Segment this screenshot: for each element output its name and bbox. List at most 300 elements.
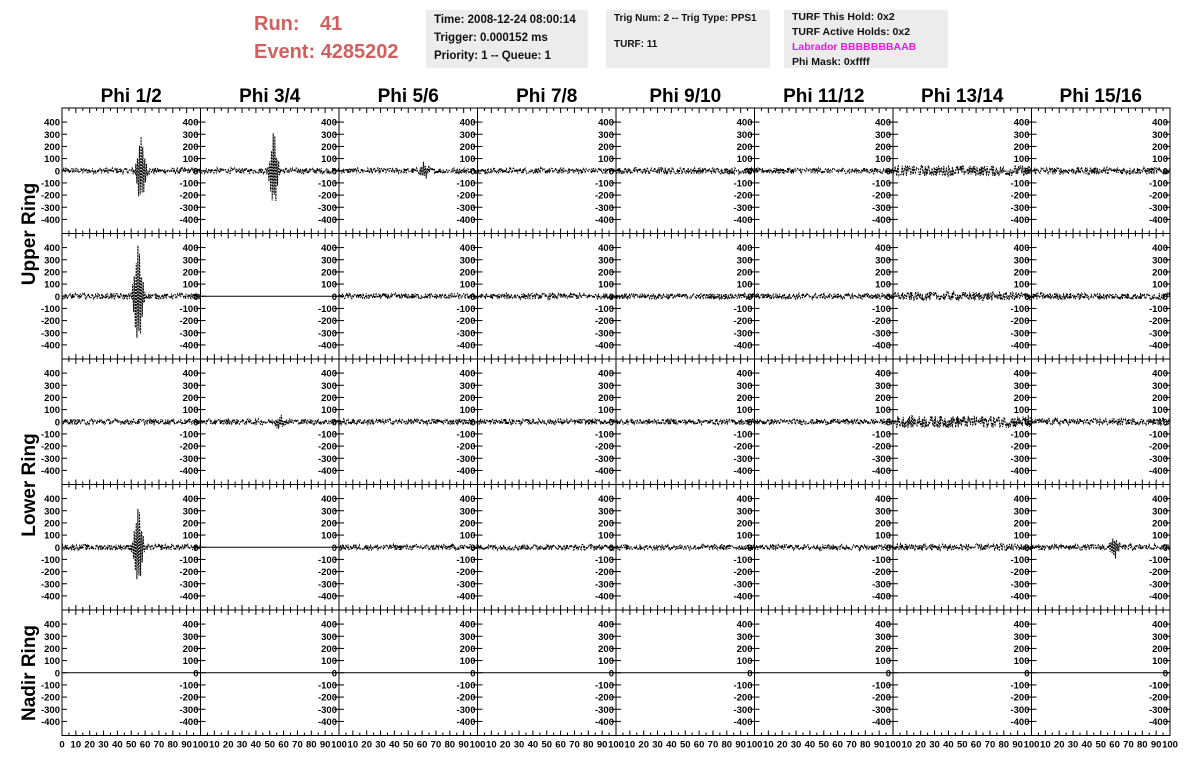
- x-tick-label: 50: [818, 739, 830, 751]
- y-tick-label: 300: [875, 380, 891, 392]
- y-tick-label: 300: [44, 506, 60, 518]
- panel-4-3: [478, 610, 617, 736]
- y-tick-label: -300: [594, 579, 614, 591]
- x-tick-label: 40: [943, 739, 954, 751]
- y-tick-label: 0: [331, 166, 337, 178]
- panel-4-7: [1032, 610, 1171, 736]
- waveform-trace: [616, 544, 755, 550]
- panel-2-6: [893, 359, 1032, 485]
- y-tick-label: 100: [459, 530, 476, 542]
- x-tick-label: 90: [1012, 739, 1023, 751]
- y-tick-label: 400: [1013, 243, 1030, 255]
- y-tick-label: 100: [598, 279, 614, 291]
- x-tick-label: 40: [527, 739, 539, 751]
- y-tick-label: -400: [1010, 591, 1030, 603]
- y-tick-label: -200: [1010, 567, 1030, 579]
- x-tick-label: 100: [192, 739, 209, 751]
- x-tick-label: 100: [608, 739, 624, 751]
- waveform-trace: [339, 419, 478, 425]
- y-tick-label: 0: [331, 542, 337, 554]
- y-tick-label: 300: [321, 129, 337, 141]
- y-tick-label: -100: [733, 178, 753, 190]
- y-tick-label: -100: [594, 303, 614, 315]
- y-tick-label: 300: [1152, 631, 1168, 643]
- y-tick-label: 400: [1013, 619, 1030, 631]
- waveform-trace: [478, 168, 617, 174]
- y-tick-label: -100: [733, 554, 753, 566]
- y-tick-label: 300: [459, 380, 476, 392]
- panel-3-6: [893, 485, 1032, 611]
- x-tick-label: 60: [1109, 739, 1120, 751]
- y-tick-label: 200: [321, 518, 337, 530]
- y-tick-label: 400: [598, 243, 614, 255]
- y-tick-label: 200: [459, 267, 476, 279]
- y-tick-label: 400: [459, 494, 476, 506]
- y-tick-label: 200: [321, 267, 337, 279]
- y-tick-label: -200: [594, 692, 614, 704]
- y-tick-label: -300: [871, 704, 891, 716]
- y-tick-label: -300: [1148, 579, 1168, 591]
- y-tick-label: -200: [733, 190, 753, 202]
- y-tick-label: -300: [1010, 202, 1030, 214]
- y-tick-label: -400: [1010, 716, 1030, 728]
- y-tick-label: -100: [179, 303, 199, 315]
- y-tick-label: -200: [733, 441, 753, 453]
- y-tick-label: 200: [875, 267, 891, 279]
- y-tick-label: 200: [598, 392, 614, 404]
- y-tick-label: 400: [736, 243, 753, 255]
- column-header: Phi 3/4: [239, 86, 301, 107]
- y-tick-label: 400: [321, 619, 337, 631]
- x-tick-label: 80: [998, 739, 1010, 751]
- y-tick-label: 300: [598, 380, 614, 392]
- y-tick-label: 200: [1152, 141, 1168, 153]
- y-tick-label: -200: [871, 190, 891, 202]
- y-tick-label: -300: [733, 328, 753, 340]
- x-tick-label: 80: [860, 739, 871, 751]
- x-tick-label: 40: [112, 739, 123, 751]
- y-tick-label: -300: [594, 704, 614, 716]
- y-tick-label: -400: [317, 340, 337, 352]
- panel-4-5: [755, 610, 894, 736]
- y-tick-label: 300: [1013, 631, 1030, 643]
- y-tick-label: 300: [182, 255, 199, 267]
- y-tick-label: 200: [1152, 267, 1168, 279]
- y-tick-label: 300: [44, 129, 60, 141]
- y-tick-label: -400: [456, 340, 476, 352]
- y-tick-label: 200: [182, 518, 199, 530]
- y-tick-label: -200: [179, 190, 199, 202]
- panel-0-7: [1032, 108, 1171, 234]
- y-tick-label: 400: [875, 243, 891, 255]
- y-tick-label: -300: [456, 453, 476, 465]
- y-tick-label: 400: [182, 117, 199, 129]
- y-tick-label: 400: [736, 117, 753, 129]
- y-tick-label: -200: [40, 441, 60, 453]
- y-tick-label: 0: [54, 166, 60, 178]
- y-tick-label: 0: [1162, 417, 1168, 429]
- x-tick-label: 50: [402, 739, 414, 751]
- x-tick-label: 70: [292, 739, 303, 751]
- y-tick-label: 200: [598, 141, 614, 153]
- y-tick-label: 300: [1152, 380, 1168, 392]
- y-tick-label: -300: [733, 579, 753, 591]
- y-tick-label: -200: [317, 316, 337, 328]
- y-tick-label: -100: [871, 680, 891, 692]
- y-tick-label: -300: [594, 202, 614, 214]
- y-tick-label: -300: [1010, 579, 1030, 591]
- y-tick-label: -400: [1148, 716, 1168, 728]
- y-tick-label: 200: [736, 267, 753, 279]
- panel-1-3: [478, 234, 617, 360]
- y-tick-label: -300: [871, 579, 891, 591]
- y-tick-label: 300: [321, 380, 337, 392]
- x-tick-label: 30: [1067, 739, 1079, 751]
- y-tick-label: 100: [736, 154, 753, 166]
- column-header: Phi 9/10: [649, 86, 722, 107]
- x-tick-label: 40: [250, 739, 262, 751]
- x-tick-label: 60: [278, 739, 289, 751]
- x-tick-label: 80: [444, 739, 456, 751]
- y-tick-label: -200: [733, 692, 753, 704]
- y-tick-label: -100: [456, 554, 476, 566]
- y-tick-label: 300: [1013, 129, 1030, 141]
- x-tick-label: 70: [846, 739, 857, 751]
- y-tick-label: 200: [1013, 267, 1030, 279]
- y-tick-label: -100: [40, 680, 60, 692]
- y-tick-label: -200: [1148, 441, 1168, 453]
- trigger-text: Trigger: 0.000152 ms: [434, 32, 548, 44]
- y-tick-label: -100: [40, 554, 60, 566]
- y-tick-label: 0: [747, 166, 753, 178]
- y-tick-label: 0: [1162, 291, 1168, 303]
- y-tick-label: -400: [40, 214, 60, 226]
- y-tick-label: -400: [733, 465, 753, 477]
- y-tick-label: -200: [594, 190, 614, 202]
- y-tick-label: 100: [736, 279, 753, 291]
- waveform-trace: [893, 544, 1032, 551]
- y-tick-label: 100: [736, 656, 753, 668]
- y-tick-label: -300: [733, 704, 753, 716]
- y-tick-label: -400: [594, 716, 614, 728]
- y-tick-label: -200: [179, 692, 199, 704]
- panel-0-5: [755, 108, 894, 234]
- x-tick-label: 100: [746, 739, 763, 751]
- y-tick-label: -300: [317, 704, 337, 716]
- y-tick-label: -100: [317, 178, 337, 190]
- y-tick-label: -300: [179, 579, 199, 591]
- y-tick-label: 0: [470, 417, 476, 429]
- y-tick-label: 300: [736, 506, 753, 518]
- y-tick-label: 400: [321, 494, 337, 506]
- panel-0-4: [616, 108, 755, 234]
- x-tick-label: 100: [331, 739, 347, 751]
- y-tick-label: 400: [459, 619, 476, 631]
- y-tick-label: -200: [317, 692, 337, 704]
- y-tick-label: -400: [594, 340, 614, 352]
- x-tick-label: 20: [84, 739, 95, 751]
- y-tick-label: 200: [321, 392, 337, 404]
- y-tick-label: 0: [1024, 542, 1030, 554]
- y-tick-label: 200: [182, 267, 199, 279]
- y-tick-label: 0: [54, 542, 60, 554]
- y-tick-label: -100: [456, 303, 476, 315]
- trig-num-text: Trig Num: 2 -- Trig Type: PPS1: [614, 13, 757, 24]
- y-tick-label: 0: [470, 542, 476, 554]
- y-tick-label: 400: [44, 117, 60, 129]
- y-tick-label: -100: [317, 680, 337, 692]
- y-tick-label: 400: [598, 494, 614, 506]
- x-tick-label: 10: [901, 739, 913, 751]
- y-tick-label: -100: [1148, 178, 1168, 190]
- x-tick-label: 40: [666, 739, 677, 751]
- y-tick-label: 200: [1013, 643, 1030, 655]
- y-tick-label: -300: [1010, 453, 1030, 465]
- panel-1-5: [755, 234, 894, 360]
- y-tick-label: 100: [1013, 154, 1030, 166]
- y-tick-label: -300: [733, 453, 753, 465]
- x-tick-label: 20: [499, 739, 511, 751]
- y-tick-label: 200: [1013, 392, 1030, 404]
- y-tick-label: -200: [456, 692, 476, 704]
- y-tick-label: 0: [54, 668, 60, 680]
- time-text: Time: 2008-12-24 08:00:14: [434, 14, 576, 26]
- y-tick-label: -300: [456, 579, 476, 591]
- x-tick-label: 30: [236, 739, 248, 751]
- y-tick-label: 0: [470, 291, 476, 303]
- y-tick-label: -200: [179, 316, 199, 328]
- x-tick-label: 70: [430, 739, 442, 751]
- y-tick-label: 0: [193, 417, 199, 429]
- y-tick-label: -100: [733, 303, 753, 315]
- x-tick-label: 20: [361, 739, 372, 751]
- y-tick-label: -400: [179, 340, 199, 352]
- waveform-trace: [339, 293, 478, 299]
- y-tick-label: 100: [875, 656, 891, 668]
- y-tick-label: 400: [1152, 117, 1168, 129]
- y-tick-label: -400: [40, 340, 60, 352]
- y-tick-label: 400: [598, 368, 614, 380]
- y-tick-label: 400: [1013, 117, 1030, 129]
- x-tick-label: 90: [181, 739, 192, 751]
- x-tick-label: 100: [469, 739, 486, 751]
- y-tick-label: 100: [459, 405, 476, 417]
- y-tick-label: -100: [733, 680, 753, 692]
- panel-3-5: [755, 485, 894, 611]
- y-tick-label: 100: [182, 279, 199, 291]
- x-tick-label: 90: [1150, 739, 1162, 751]
- y-tick-label: -200: [594, 316, 614, 328]
- y-tick-label: -300: [1148, 453, 1168, 465]
- y-tick-label: -300: [456, 202, 476, 214]
- panel-1-2: [339, 234, 478, 360]
- x-tick-label: 80: [721, 739, 733, 751]
- y-tick-label: -200: [40, 692, 60, 704]
- waveform-trace: [478, 293, 617, 299]
- x-tick-label: 20: [776, 739, 788, 751]
- panel-4-6: [893, 610, 1032, 736]
- y-tick-label: -400: [179, 716, 199, 728]
- y-tick-label: 200: [44, 643, 60, 655]
- y-tick-label: 200: [875, 643, 891, 655]
- y-tick-label: 300: [736, 129, 753, 141]
- y-tick-label: 100: [44, 279, 60, 291]
- y-tick-label: -200: [456, 316, 476, 328]
- waveform-trace: [755, 168, 894, 174]
- waveform-trace: [616, 293, 755, 299]
- y-tick-label: 200: [598, 267, 614, 279]
- x-tick-label: 100: [1162, 739, 1178, 751]
- panel-4-4: [616, 610, 755, 736]
- y-tick-label: 400: [875, 494, 891, 506]
- y-tick-label: -200: [1010, 441, 1030, 453]
- x-tick-label: 70: [153, 739, 165, 751]
- y-tick-label: 400: [44, 368, 60, 380]
- y-tick-label: 200: [736, 392, 753, 404]
- x-tick-label: 70: [1123, 739, 1134, 751]
- y-tick-label: 400: [598, 619, 614, 631]
- y-tick-label: 100: [1152, 405, 1168, 417]
- y-tick-label: -400: [40, 716, 60, 728]
- y-tick-label: 100: [459, 656, 476, 668]
- panel-3-4: [616, 485, 755, 611]
- y-tick-label: -200: [594, 441, 614, 453]
- y-tick-label: 100: [1152, 656, 1168, 668]
- y-tick-label: -300: [594, 453, 614, 465]
- y-tick-label: -400: [871, 214, 891, 226]
- y-tick-label: 100: [182, 154, 199, 166]
- y-tick-label: -100: [40, 178, 60, 190]
- y-tick-label: 300: [875, 506, 891, 518]
- x-tick-label: 20: [915, 739, 926, 751]
- y-tick-label: 300: [875, 129, 891, 141]
- y-tick-label: -400: [1148, 214, 1168, 226]
- y-tick-label: -400: [456, 465, 476, 477]
- y-tick-label: 200: [44, 518, 60, 530]
- y-tick-label: 0: [747, 417, 753, 429]
- y-tick-label: -100: [594, 554, 614, 566]
- y-tick-label: 300: [1013, 255, 1030, 267]
- y-tick-label: -100: [40, 429, 60, 441]
- x-tick-label: 50: [1095, 739, 1107, 751]
- y-tick-label: -100: [1010, 429, 1030, 441]
- y-tick-label: 100: [598, 656, 614, 668]
- y-tick-label: 0: [54, 291, 60, 303]
- y-tick-label: -200: [1148, 692, 1168, 704]
- x-tick-label: 50: [264, 739, 276, 751]
- y-tick-label: -200: [871, 316, 891, 328]
- y-tick-label: 0: [885, 417, 891, 429]
- x-tick-label: 60: [555, 739, 566, 751]
- y-tick-label: 0: [608, 166, 614, 178]
- y-tick-label: -100: [1148, 680, 1168, 692]
- panel-1-1: [201, 234, 340, 360]
- column-header: Phi 11/12: [783, 86, 865, 107]
- y-tick-label: 0: [1024, 166, 1030, 178]
- y-tick-label: -400: [733, 591, 753, 603]
- x-tick-label: 90: [596, 739, 608, 751]
- y-tick-label: 400: [321, 368, 337, 380]
- y-tick-label: -400: [317, 214, 337, 226]
- column-header: Phi 13/14: [921, 86, 1004, 107]
- y-tick-label: 100: [321, 656, 337, 668]
- y-tick-label: 0: [747, 668, 753, 680]
- y-tick-label: 400: [182, 368, 199, 380]
- waveform-trace: [478, 419, 617, 425]
- y-tick-label: -100: [1010, 554, 1030, 566]
- y-tick-label: -200: [456, 441, 476, 453]
- y-tick-label: 0: [193, 166, 199, 178]
- y-tick-label: -300: [40, 579, 60, 591]
- x-tick-label: 50: [679, 739, 691, 751]
- labrador-text: Labrador BBBBBBBAAB: [792, 41, 917, 53]
- y-tick-label: -300: [40, 328, 60, 340]
- y-tick-label: -100: [317, 303, 337, 315]
- y-tick-label: -300: [179, 328, 199, 340]
- y-tick-label: 400: [44, 243, 60, 255]
- y-tick-label: -400: [179, 591, 199, 603]
- y-tick-label: 300: [44, 631, 60, 643]
- y-tick-label: 400: [44, 619, 60, 631]
- y-tick-label: 100: [1152, 530, 1168, 542]
- waveform-trace: [1032, 167, 1171, 174]
- y-tick-label: -300: [1148, 202, 1168, 214]
- column-header: Phi 1/2: [100, 86, 162, 107]
- x-tick-label: 50: [125, 739, 137, 751]
- panel-1-4: [616, 234, 755, 360]
- run-value: 41: [320, 13, 343, 35]
- y-tick-label: 300: [598, 631, 614, 643]
- y-tick-label: 200: [1152, 392, 1168, 404]
- y-tick-label: 0: [54, 417, 60, 429]
- y-tick-label: 400: [1152, 619, 1168, 631]
- panel-4-1: [201, 610, 340, 736]
- y-tick-label: -200: [1010, 190, 1030, 202]
- waveform-trace: [893, 165, 1032, 176]
- turf-text: TURF: 11: [614, 39, 658, 50]
- y-tick-label: 300: [182, 380, 199, 392]
- y-tick-label: 200: [459, 392, 476, 404]
- x-tick-label: 50: [956, 739, 968, 751]
- x-tick-label: 40: [804, 739, 816, 751]
- x-tick-label: 70: [707, 739, 719, 751]
- y-tick-label: 200: [182, 643, 199, 655]
- x-tick-label: 30: [790, 739, 802, 751]
- y-tick-label: 200: [459, 643, 476, 655]
- y-tick-label: -100: [1010, 178, 1030, 190]
- y-tick-label: -300: [317, 453, 337, 465]
- y-tick-label: -400: [317, 465, 337, 477]
- y-tick-label: 400: [736, 494, 753, 506]
- y-tick-label: -300: [456, 704, 476, 716]
- y-tick-label: -100: [179, 429, 199, 441]
- x-tick-label: 10: [1040, 739, 1051, 751]
- y-tick-label: 200: [182, 392, 199, 404]
- panel-3-7: [1032, 485, 1171, 611]
- y-tick-label: 0: [331, 291, 337, 303]
- y-tick-label: 0: [608, 668, 614, 680]
- y-tick-label: 100: [182, 656, 199, 668]
- y-tick-label: 0: [885, 291, 891, 303]
- y-tick-label: -100: [871, 178, 891, 190]
- y-tick-label: -200: [456, 567, 476, 579]
- y-tick-label: 400: [875, 368, 891, 380]
- y-tick-label: -100: [594, 680, 614, 692]
- y-tick-label: -300: [179, 202, 199, 214]
- x-tick-label: 80: [167, 739, 179, 751]
- y-tick-label: -300: [317, 579, 337, 591]
- y-tick-label: -400: [179, 465, 199, 477]
